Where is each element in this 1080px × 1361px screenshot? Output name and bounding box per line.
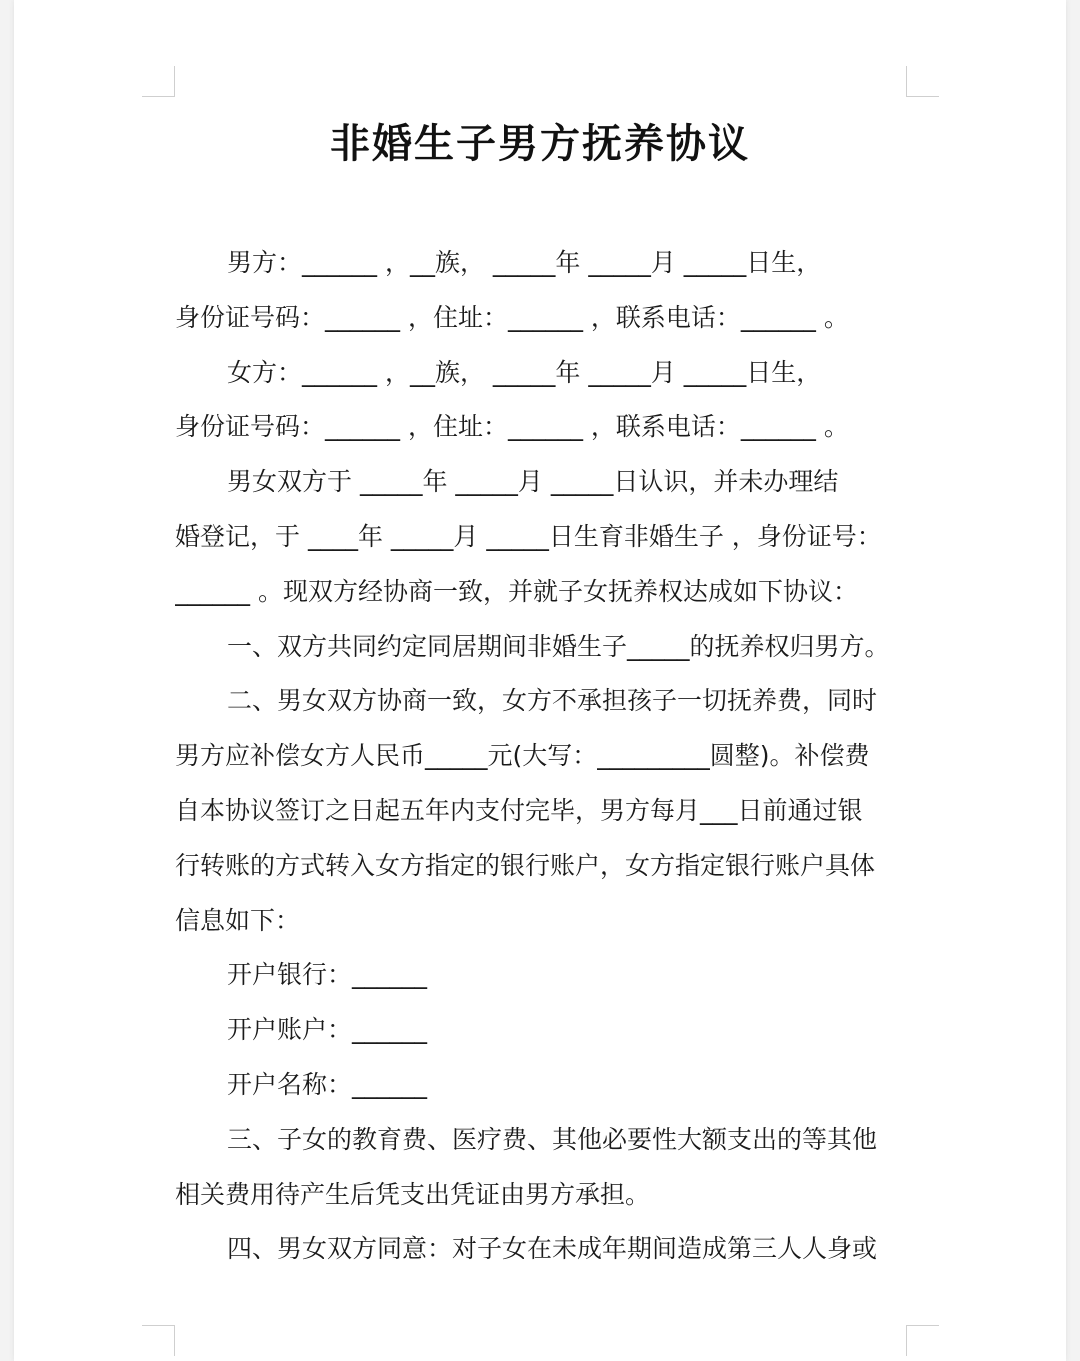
paragraph-line: 自本协议签订之日起五年内支付完毕，男方每月___日前通过银: [175, 795, 863, 825]
paragraph-line: 开户名称：______: [227, 1069, 428, 1099]
paragraph-line: 二、男女双方协商一致，女方不承担孩子一切抚养费，同时: [227, 686, 878, 716]
paragraph-line: 开户银行：______: [227, 960, 428, 990]
page-corner-mark: [142, 1325, 175, 1356]
paragraph-line: 婚登记，于 ____年 _____月 _____日生育非婚生子 ，身份证号：: [175, 521, 882, 551]
paragraph-line: 男方应补偿女方人民币_____元(大写：_________圆整)。补偿费: [175, 741, 870, 771]
paragraph-line: 身份证号码：______ ，住址：______ ，联系电话：______ 。: [175, 412, 849, 442]
paragraph-line: 男方：______ ，__族， _____年 _____月 _____日生，: [227, 248, 822, 277]
document-title: 非婚生子男方抚养协议: [330, 121, 750, 167]
paragraph-line: 行转账的方式转入女方指定的银行账户，女方指定银行账户具体: [175, 850, 876, 880]
paragraph-line: 四、男女双方同意：对子女在未成年期间造成第三人人身或: [227, 1234, 878, 1264]
paragraph-line: 相关费用待产生后凭支出凭证由男方承担。: [175, 1179, 651, 1209]
paragraph-line: 开户账户：______: [227, 1015, 428, 1045]
paragraph-line: ______ 。现双方经协商一致，并就子女抚养权达成如下协议：: [175, 576, 858, 606]
page-corner-mark: [906, 66, 939, 97]
paragraph-line: 一、双方共同约定同居期间非婚生子_____的抚养权归男方。: [227, 631, 890, 661]
page-corner-mark: [142, 66, 175, 97]
paragraph-line: 信息如下：: [175, 905, 301, 935]
paragraph-line: 男女双方于 _____年 _____月 _____日认识，并未办理结: [227, 467, 839, 497]
page-corner-mark: [906, 1325, 939, 1356]
paragraph-line: 三、子女的教育费、医疗费、其他必要性大额支出的等其他: [227, 1124, 878, 1154]
paragraph-line: 女方：______ ，__族， _____年 _____月 _____日生，: [227, 357, 822, 387]
document-body: [175, 236, 907, 1277]
paragraph-line: 身份证号码：______ ，住址：______ ，联系电话：______ 。: [175, 302, 849, 332]
